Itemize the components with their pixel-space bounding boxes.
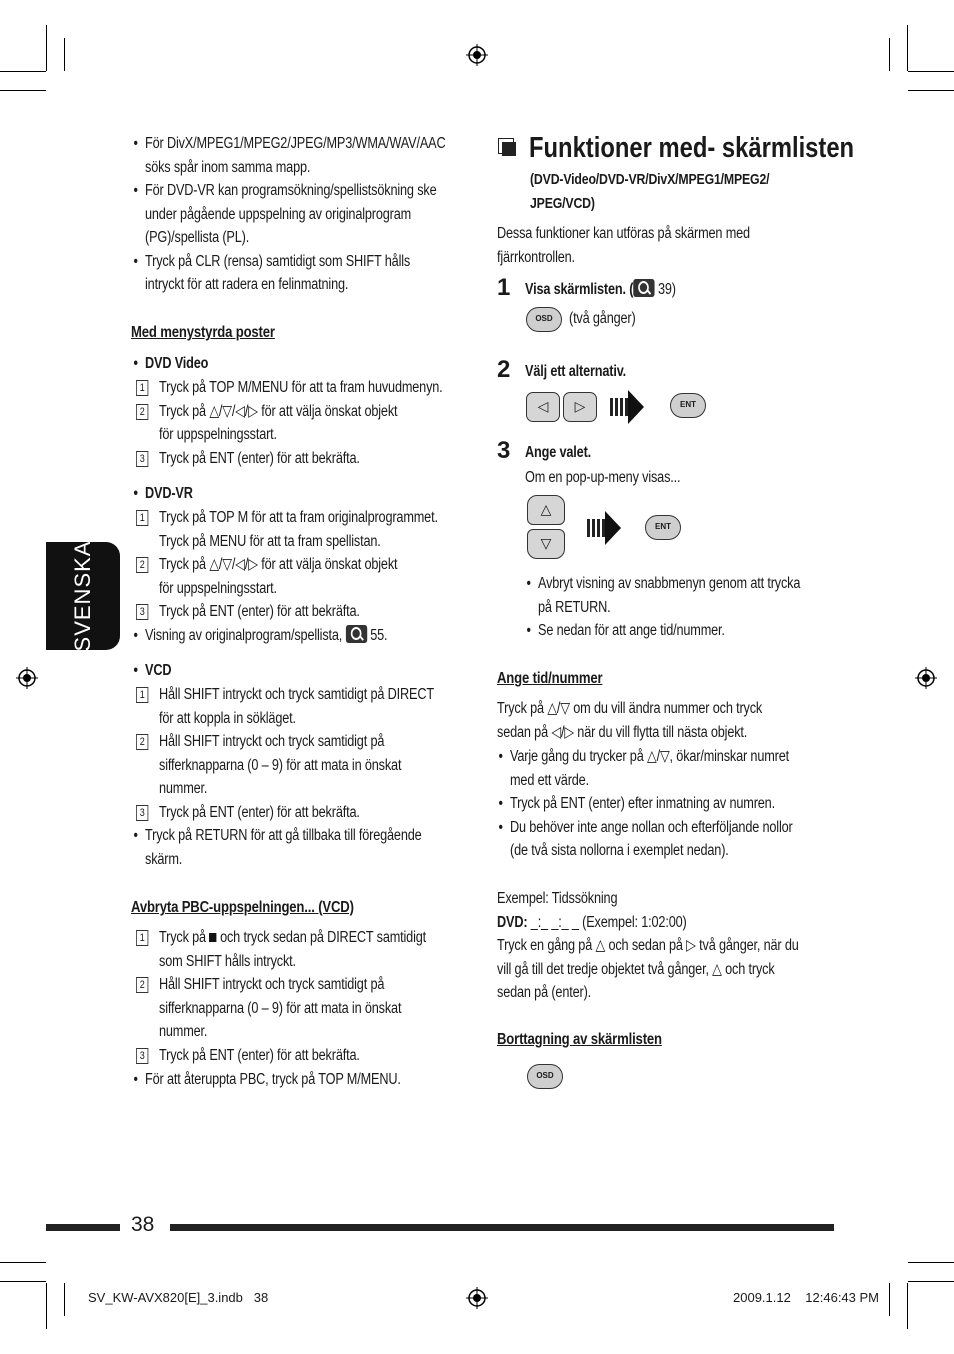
list-item: Tryck på △/▽/◁/▷ för att välja önskat objekt (159, 556, 398, 573)
list-item: nummer. (159, 1023, 208, 1040)
list-item: Tryck på (159, 929, 206, 946)
list-item: Tryck på ENT (enter) efter inmatning av numren. (510, 795, 775, 812)
section-heading: Ange tid/nummer (497, 670, 603, 687)
list-item: på RETURN. (538, 598, 611, 616)
stop-icon (209, 933, 216, 942)
list-item: Tryck på △/▽/◁/▷ för att välja önskat objekt (159, 402, 398, 420)
crop-mark (908, 1281, 954, 1282)
step-number: 3 (136, 1048, 148, 1064)
step-number: 2 (136, 404, 148, 420)
step-label: Visa skärmlisten. ( (525, 281, 634, 298)
step-note: Om en pop-up-meny visas... (525, 469, 681, 486)
example-label: Exempel: Tidssökning (497, 890, 618, 907)
list-item: Tryck på ENT (enter) för att bekräfta. (159, 803, 360, 821)
page-ref: 39) (657, 281, 676, 298)
language-tab-label: SVENSKA (70, 540, 95, 652)
list-item: Tryck på RETURN för att gå tillbaka till föregående (145, 827, 422, 844)
list-item: För DVD-VR kan programsökning/spellistsökning ske (145, 182, 437, 199)
list-item: Tryck på ENT (enter) för att bekräfta. (159, 449, 360, 467)
section-heading: Borttagning av skärmlisten (497, 1031, 662, 1048)
list-item: Tryck på TOP M/MENU för att ta fram huvudmenyn. (159, 379, 443, 396)
paragraph-line: vill gå till det tredje objektet två gånger, △ och tryck (497, 960, 775, 978)
up-arrow-button[interactable]: △ (527, 495, 565, 525)
list-item: (de två sista nollorna i exemplet nedan). (510, 842, 729, 859)
list-item: Tryck på ENT (enter) för att bekräfta. (159, 1046, 360, 1064)
footer-file: SV_KW-AVX820[E]_3.indb 38 (88, 1290, 269, 1305)
list-item: (PG)/spellista (PL). (145, 229, 250, 246)
step-number: 1 (497, 274, 511, 301)
left-arrow-button[interactable]: ◁ (526, 392, 560, 422)
list-item: sifferknapparna (0 – 9) för att mata in önskat (159, 999, 402, 1017)
list-item: Du behöver inte ange nollan och efterföljande nollor (510, 818, 793, 836)
step-number: 2 (136, 977, 148, 993)
subtitle: JPEG/VCD) (530, 194, 595, 212)
list-item: söks spår inom samma mapp. (145, 158, 311, 176)
vcd-section (139, 683, 479, 824)
list-item: för uppspelningsstart. (159, 426, 277, 443)
step-number: 1 (136, 510, 148, 526)
step-number: 2 (136, 734, 148, 750)
crop-mark (46, 25, 47, 71)
list-item: För att återuppta PBC, tryck på TOP M/MENU. (145, 1071, 401, 1088)
registration-mark-icon (915, 667, 937, 689)
step-number: 3 (136, 451, 148, 467)
list-item: skärm. (145, 850, 183, 868)
subheading: VCD (145, 662, 172, 679)
example-dvd-value: _:_ _:_ _ (Exempel: 1:02:00) (527, 913, 687, 931)
example-dvd-label: DVD: (497, 913, 528, 931)
list-item: Håll SHIFT intryckt och tryck samtidigt på (159, 733, 385, 750)
crop-mark (0, 1262, 46, 1263)
intro-text: Dessa funktioner kan utföras på skärmen med (497, 225, 750, 242)
magnifier-ref-icon (346, 625, 367, 643)
pbc-section (139, 926, 479, 1067)
list-item: sifferknapparna (0 – 9) för att mata in önskat (159, 756, 402, 774)
paragraph-line: Tryck på △/▽ om du vill ändra nummer och tryck (497, 700, 763, 717)
step-label: Ange valet. (525, 444, 592, 461)
step-number: 1 (136, 930, 148, 946)
paragraph-line: sedan på ◁/▷ när du vill flytta till nästa objekt. (497, 723, 748, 741)
page-bar-right (170, 1224, 834, 1231)
dvd-video-section: • DVD Video (133, 355, 209, 372)
crop-mark (0, 1281, 46, 1282)
list-item: Tryck på ENT (enter) för att bekräfta. (159, 603, 360, 620)
step-note: (två gånger) (569, 310, 636, 327)
ent-button[interactable]: ENT (645, 515, 681, 540)
page-bar-left (46, 1224, 120, 1231)
page-number: 38 (131, 1213, 155, 1236)
list-item: som SHIFT hålls intryckt. (159, 952, 296, 970)
left-column: • För DivX/MPEG1/MPEG2/JPEG/MP3/WMA/WAV/AAC söks spår inom samma mapp. • För DVD-VR kan programsökning/spellistsökning ske under pågående uppspelning av originalprogram (PG)/spellista (PL). • Tryck på CLR (rensa) samtidigt som SHIFT hålls intryckt för att radera en felinmatning. (145, 132, 475, 297)
list-item: Tryck på TOP M för att ta fram originalprogrammet. (159, 509, 438, 526)
title-square-icon (502, 142, 516, 156)
intro-text: fjärrkontrollen. (497, 248, 575, 266)
list-item: Håll SHIFT intryckt och tryck samtidigt på (159, 976, 385, 993)
list-item: Avbryt visning av snabbmenyn genom att trycka (538, 575, 801, 592)
crop-mark (46, 1283, 47, 1329)
list-item: för uppspelningsstart. (159, 579, 277, 597)
step-number: 2 (136, 557, 148, 573)
dvd-vr-section (139, 506, 479, 624)
list-item: med ett värde. (510, 771, 589, 789)
crop-mark (0, 71, 46, 72)
list-item: Visning av originalprogram/spellista, (145, 627, 343, 644)
list-item: Håll SHIFT intryckt och tryck samtidigt på DIRECT (159, 686, 434, 703)
crop-mark (907, 25, 908, 71)
crop-mark (0, 90, 46, 91)
crop-mark (889, 38, 890, 71)
subtitle: (DVD-Video/DVD-VR/DivX/MPEG1/MPEG2/ (530, 171, 770, 188)
registration-mark-icon (16, 667, 38, 689)
paragraph-line: Tryck en gång på △ och sedan på ▷ två gånger, när du (497, 937, 799, 954)
osd-button[interactable]: OSD (527, 1064, 563, 1089)
footer-date: 2009.1.12 12:46:43 PM (733, 1290, 879, 1305)
crop-mark (908, 1262, 954, 1263)
arrow-right-icon (610, 388, 644, 426)
list-item: intryckt för att radera en felinmatning. (145, 276, 349, 293)
registration-mark-icon (466, 1287, 488, 1309)
crop-mark (64, 1283, 65, 1316)
step-number: 3 (497, 437, 511, 464)
crop-mark (907, 1283, 908, 1329)
crop-mark (908, 90, 954, 91)
list-item: För DivX/MPEG1/MPEG2/JPEG/MP3/WMA/WAV/AAC (145, 135, 446, 152)
list-item: nummer. (159, 780, 208, 797)
step-label: Välj ett alternativ. (525, 363, 627, 380)
list-item: Se nedan för att ange tid/nummer. (538, 622, 725, 639)
list-item: Varje gång du trycker på △/▽, ökar/minskar numret (510, 748, 790, 765)
language-tab (46, 542, 120, 650)
down-arrow-button[interactable]: ▽ (527, 529, 565, 559)
list-item: och tryck sedan på DIRECT samtidigt (220, 929, 427, 946)
right-arrow-button[interactable]: ▷ (563, 392, 597, 422)
crop-mark (64, 38, 65, 71)
page-title: Funktioner med- skärmlisten (529, 132, 855, 164)
list-item: Tryck på CLR (rensa) samtidigt som SHIFT hålls (145, 252, 411, 270)
ent-button[interactable]: ENT (670, 393, 706, 418)
registration-mark-icon (466, 44, 488, 66)
arrow-right-icon (587, 509, 621, 547)
paragraph-line: sedan på (enter). (497, 984, 592, 1001)
step-number: 3 (136, 805, 148, 821)
section-heading: Med menystyrda poster (131, 324, 275, 341)
page-ref: 55. (370, 627, 388, 644)
step-number: 1 (136, 380, 148, 396)
step-number: 2 (497, 356, 511, 383)
list-item: Tryck på MENU för att ta fram spellistan. (159, 532, 381, 550)
subheading: DVD Video (145, 355, 209, 372)
section-heading: Avbryta PBC-uppspelningen... (VCD) (131, 899, 354, 916)
list-item: för att koppla in sökläget. (159, 709, 296, 727)
step-number: 3 (136, 604, 148, 620)
crop-mark (908, 71, 954, 72)
magnifier-ref-icon (633, 279, 654, 297)
subheading: DVD-VR (145, 485, 193, 502)
list-item: under pågående uppspelning av originalprogram (145, 205, 412, 223)
crop-mark (889, 1283, 890, 1316)
osd-button[interactable]: OSD (526, 307, 562, 332)
step-number: 1 (136, 687, 148, 703)
